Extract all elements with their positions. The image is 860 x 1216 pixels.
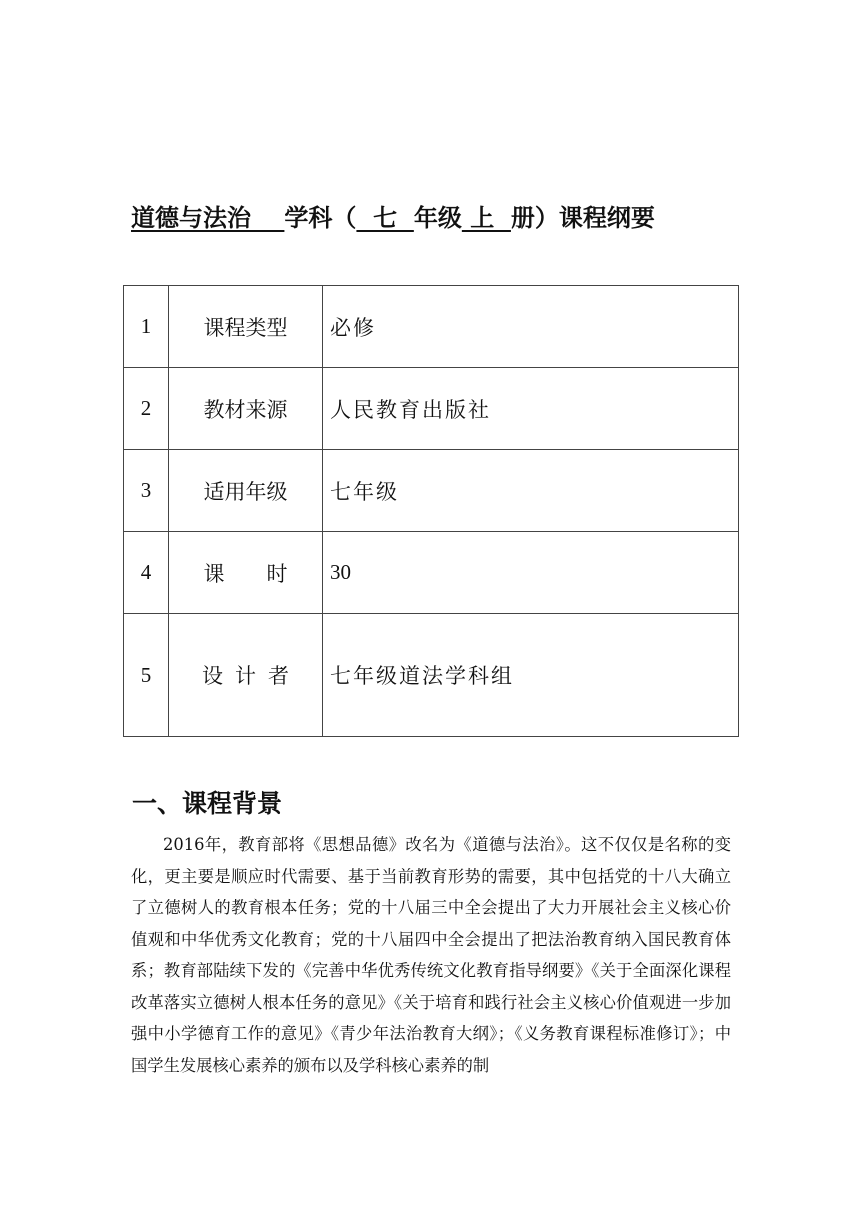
row-number: 4: [124, 532, 169, 614]
table-row: [124, 368, 739, 450]
row-number: 1: [124, 286, 169, 368]
row-value: 七年级道法学科组: [323, 614, 739, 737]
section-paragraph: 2016年，教育部将《思想品德》改名为《道德与法治》。这不仅仅是名称的变化，更主要是顺应时代需要、基于当前教育形势的需要，其中包括党的十八大确立了立德树人的教育根本任务；党的十八届三中全会提出了大力开展社会主义核心价值观和中华优秀文化教育；党的十八届四中全会提出了把法治教育纳入国民教育体系；教育部陆续下发的《完善中华优秀传统文化教育指导纲要》《关于全面深化课程改革落实立德树人根本任务的意见》《关于培育和践行社会主义核心价值观进一步加强中小学德育工作的意见》《青少年法治教育大纲》；《义务教育课程标准修订》；中国学生发展核心素养的颁布以及学科核心素养的制: [131, 835, 731, 1075]
title-text-1: 学科（: [284, 204, 357, 232]
row-value: 七年级: [323, 450, 739, 532]
row-number: 2: [124, 368, 169, 450]
course-info-table: [123, 285, 739, 737]
title-volume-blank: 上: [461, 204, 511, 232]
row-label: [169, 532, 330, 614]
table-row: [124, 532, 739, 614]
title-subject: 道德与法治: [131, 204, 251, 232]
row-label: [169, 614, 323, 737]
row-label-text: 设计者: [202, 664, 301, 688]
row-value: 30: [323, 532, 739, 614]
row-value: 人民教育出版社: [323, 368, 739, 450]
row-label-text: 课时: [203, 561, 330, 586]
section-heading: 一、课程背景: [132, 789, 283, 818]
title-grade-blank: 七: [356, 204, 414, 232]
document-title: [131, 200, 655, 236]
table-row: [124, 286, 739, 368]
title-blank-1: [251, 200, 284, 236]
title-text-3: 册）课程纲要: [510, 204, 655, 232]
row-label: 教材来源: [169, 368, 323, 450]
table-row: [124, 614, 739, 737]
title-text-2: 年级: [413, 204, 462, 232]
row-label: 适用年级: [169, 450, 323, 532]
row-label: 课程类型: [169, 286, 323, 368]
row-value: 必修: [323, 286, 739, 368]
row-number: 3: [124, 450, 169, 532]
table-row: [124, 450, 739, 532]
row-number: 5: [124, 614, 169, 737]
